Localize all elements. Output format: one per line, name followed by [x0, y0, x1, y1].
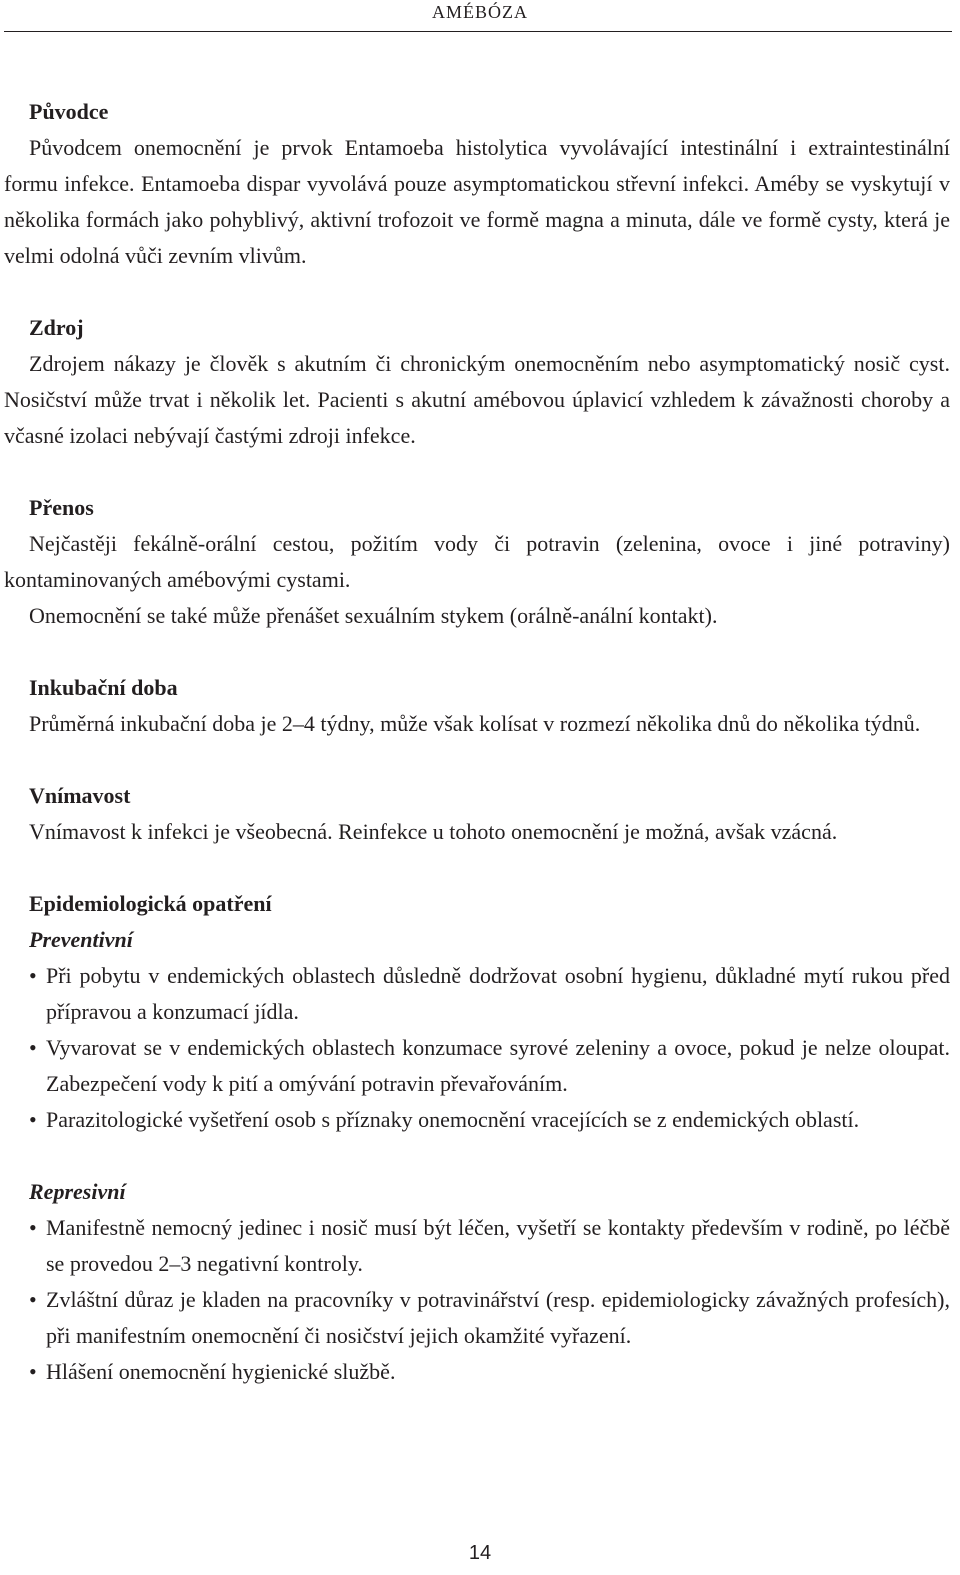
bullet-icon: •: [29, 1287, 37, 1312]
section-heading: Přenos: [29, 495, 94, 520]
page-number: 14: [468, 1542, 492, 1564]
list-item: [4, 1030, 950, 1102]
section-epidemiologicka-opatreni: [4, 886, 950, 1138]
section-inkubacni-doba: [4, 670, 950, 742]
section-prenos: [4, 490, 950, 634]
section-paragraph: Průměrná inkubační doba je 2–4 týdny, může však kolísat v rozmezí několika dnů do několika týdnů.: [29, 711, 921, 736]
list-item: [4, 958, 950, 1030]
section-vnimavost: [4, 778, 950, 850]
section-paragraph: Onemocnění se také může přenášet sexuálním stykem (orálně-anální kontakt).: [29, 603, 718, 628]
bullet-icon: •: [29, 1215, 37, 1240]
list-item: [4, 1282, 950, 1354]
list-item: [4, 1102, 950, 1138]
section-paragraph: Zdrojem nákazy je člověk s akutním či chronickým onemocněním nebo asymptomatický nosič cyst. Nosičství může trvat i několik let. Pacienti s akutní amébovou úplavicí vzhledem k závažnosti choroby a včasné izolaci nebývají častými zdroji infekce.: [4, 351, 950, 448]
list-item-text: Hlášení onemocnění hygienické službě.: [46, 1359, 396, 1384]
list-item-text: Zvláštní důraz je kladen na pracovníky v potravinářství (resp. epidemiologicky závažných profesích), při manifestním onemocnění či nosičství jejich okamžité vyřazení.: [46, 1287, 950, 1348]
bullet-icon: •: [29, 963, 37, 988]
section-represivni: [4, 1174, 950, 1390]
section-heading: Vnímavost: [29, 783, 131, 808]
repressive-subheading: Represivní: [29, 1179, 126, 1204]
section-heading: Epidemiologická opatření: [29, 891, 272, 916]
page-body: [4, 94, 950, 1426]
list-item: [4, 1354, 950, 1390]
preventive-subheading: Preventivní: [29, 927, 133, 952]
section-paragraph: Původcem onemocnění je prvok Entamoeba histolytica vyvolávající intestinální i extraintestinální formu infekce. Entamoeba dispar vyvolává pouze asymptomatickou střevní infekci. Améby se vyskytují v několika formách jako pohyblivý, aktivní trofozoit ve formě magna a minuta, dále ve formě cysty, která je velmi odolná vůči zevním vlivům.: [4, 135, 950, 268]
section-puvodce: [4, 94, 950, 274]
repressive-list: [4, 1210, 950, 1390]
section-zdroj: [4, 310, 950, 454]
list-item-text: Manifestně nemocný jedinec i nosič musí být léčen, vyšetří se kontakty především v rodině, po léčbě se provedou 2–3 negativní kontroly.: [46, 1215, 950, 1276]
header-rule: [4, 31, 952, 32]
list-item-text: Parazitologické vyšetření osob s příznaky onemocnění vracejících se z endemických oblastí.: [46, 1107, 860, 1132]
bullet-icon: •: [29, 1107, 37, 1132]
bullet-icon: •: [29, 1035, 37, 1060]
bullet-icon: •: [29, 1359, 37, 1384]
section-paragraph: Nejčastěji fekálně-orální cestou, požitím vody či potravin (zelenina, ovoce i jiné potraviny) kontaminovaných amébovými cystami.: [4, 531, 950, 592]
list-item-text: Při pobytu v endemických oblastech důsledně dodržovat osobní hygienu, důkladné mytí rukou před přípravou a konzumací jídla.: [46, 963, 950, 1024]
running-head: AMÉBÓZA: [432, 2, 528, 22]
section-paragraph: Vnímavost k infekci je všeobecná. Reinfekce u tohoto onemocnění je možná, avšak vzácná.: [29, 819, 838, 844]
preventive-list: [4, 958, 950, 1138]
section-heading: Zdroj: [29, 315, 84, 340]
list-item: [4, 1210, 950, 1282]
list-item-text: Vyvarovat se v endemických oblastech konzumace syrové zeleniny a ovoce, pokud je nelze oloupat. Zabezpečení vody k pití a omývání potravin převařováním.: [46, 1035, 950, 1096]
section-heading: Inkubační doba: [29, 675, 178, 700]
section-heading: Původce: [29, 99, 109, 124]
